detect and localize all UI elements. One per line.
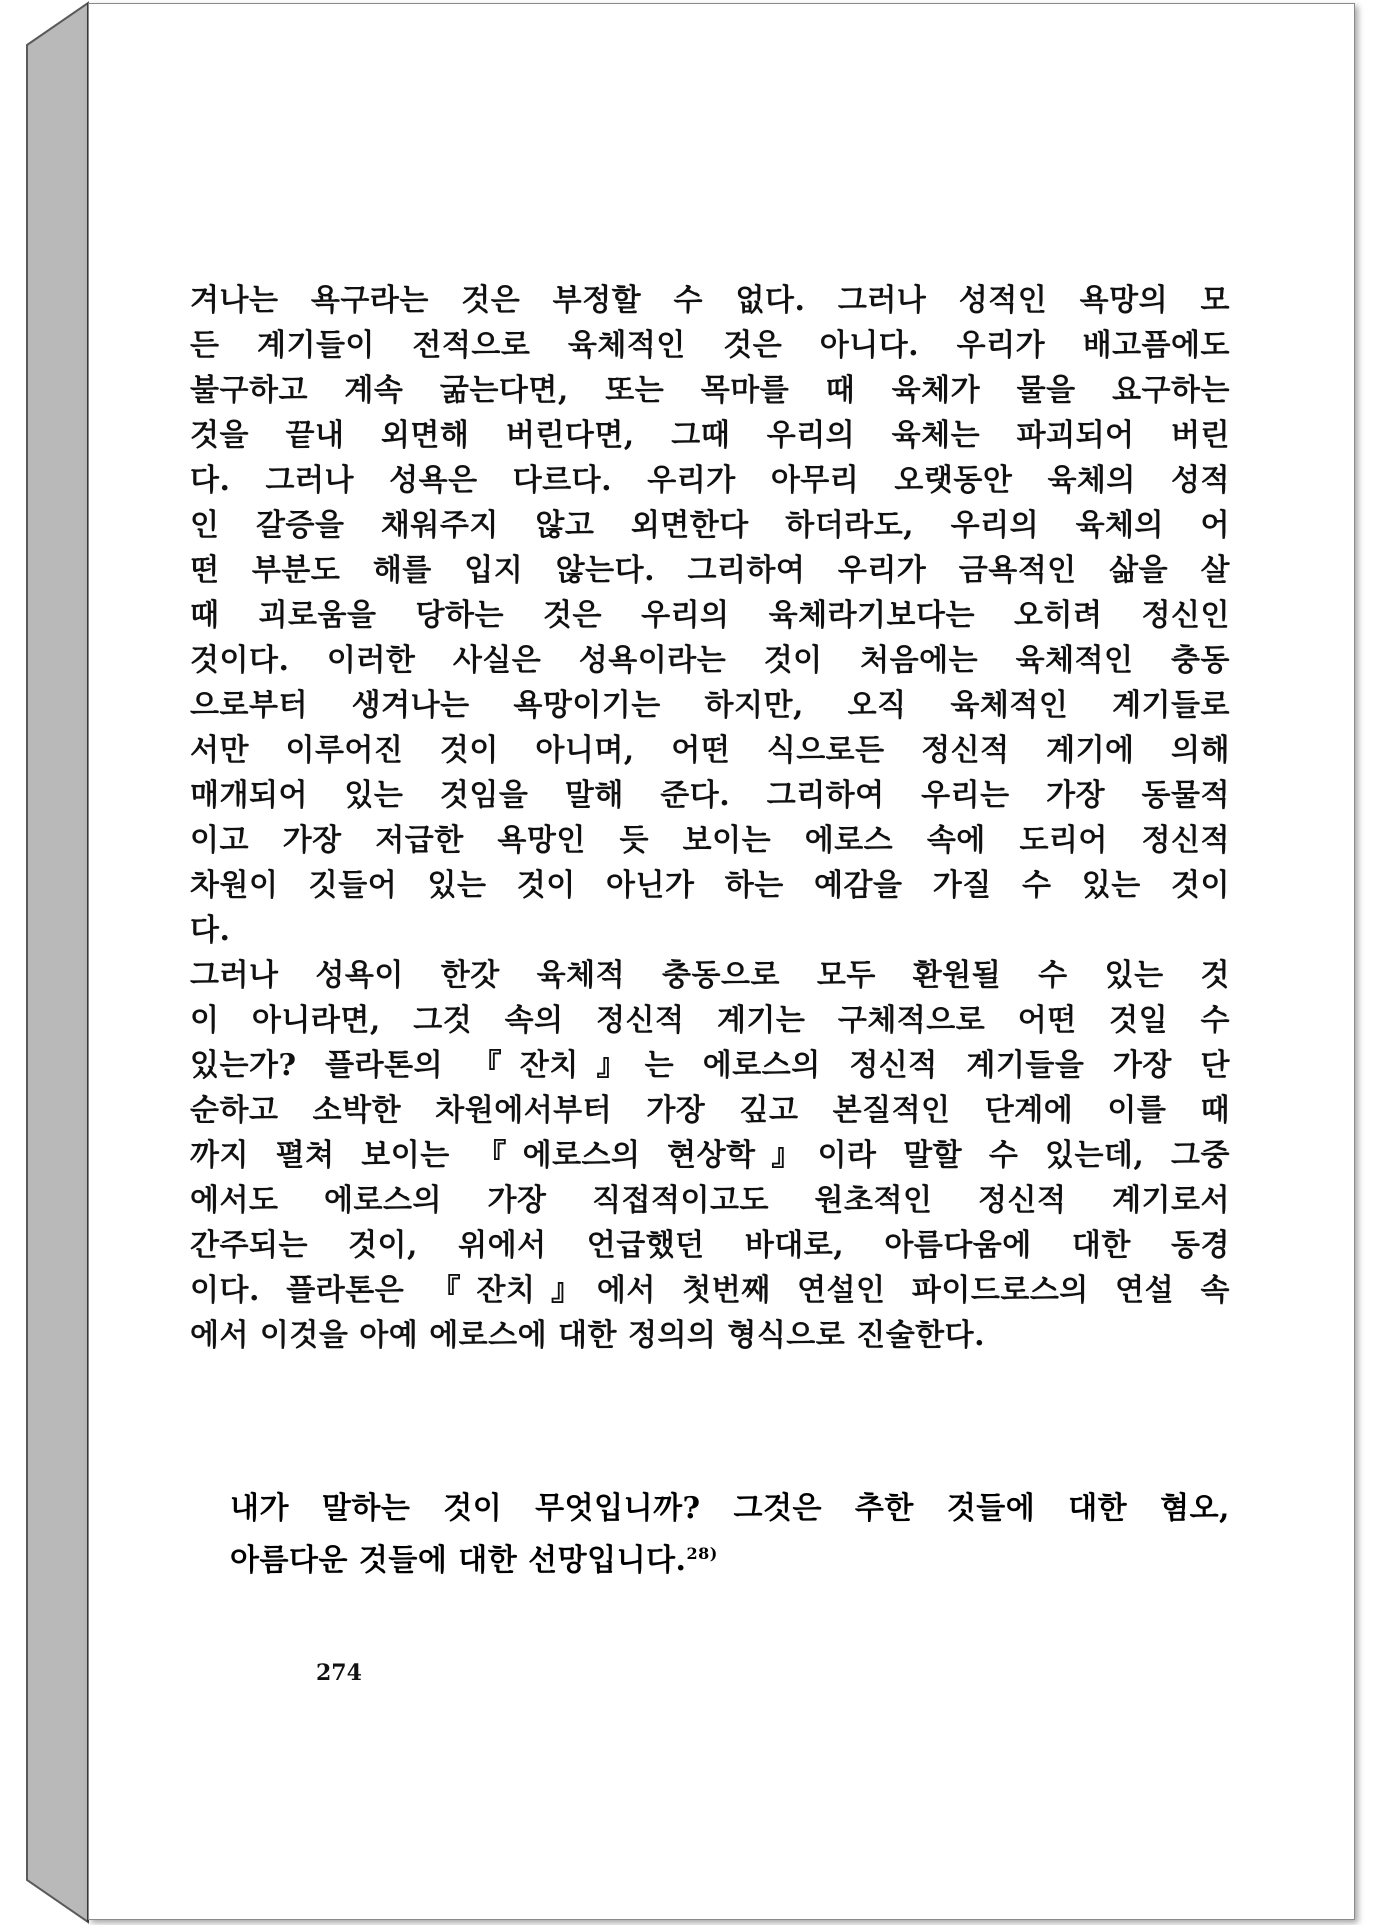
text-line: 그러나 성욕이 한갓 육체적 충동으로 모두 환원될 수 있는 것 [190, 958, 1230, 993]
text-line: 이 아니라면, 그것 속의 정신적 계기는 구체적으로 어떤 것일 수 [190, 1003, 1230, 1038]
text-line: 겨나는 욕구라는 것은 부정할 수 없다. 그러나 성적인 욕망의 모 [190, 283, 1230, 318]
quote-line-2-text: 아름다운 것들에 대한 선망입니다. [230, 1543, 687, 1578]
text-line: 간주되는 것이, 위에서 언급했던 바대로, 아름다움에 대한 동경 [190, 1228, 1230, 1263]
text-line: 이다. 플라톤은 『잔치』에서 첫번째 연설인 파이드로스의 연설 속 [190, 1273, 1230, 1308]
text-line: 때 괴로움을 당하는 것은 우리의 육체라기보다는 오히려 정신인 [190, 598, 1230, 633]
text-line: 인 갈증을 채워주지 않고 외면한다 하더라도, 우리의 육체의 어 [190, 508, 1230, 543]
paragraph-1 [190, 278, 1230, 953]
quote-line-1: 내가 말하는 것이 무엇입니까? 그것은 추한 것들에 대한 혐오, [230, 1491, 1230, 1526]
text-line: 차원이 깃들어 있는 것이 아닌가 하는 예감을 가질 수 있는 것이 [190, 868, 1230, 903]
quote-line-2 [190, 1531, 1230, 1576]
paragraph-2 [190, 953, 1230, 1358]
text-line: 서만 이루어진 것이 아니며, 어떤 식으로든 정신적 계기에 의해 [190, 733, 1230, 768]
text-line: 불구하고 계속 굶는다면, 또는 목마를 때 육체가 물을 요구하는 [190, 373, 1230, 408]
text-line: 떤 부분도 해를 입지 않는다. 그리하여 우리가 금욕적인 삶을 살 [190, 553, 1230, 588]
text-line: 다. 그러나 성욕은 다르다. 우리가 아무리 오랫동안 육체의 성적 [190, 463, 1230, 498]
body-text [190, 278, 1230, 1358]
text-line: 것을 끝내 외면해 버린다면, 그때 우리의 육체는 파괴되어 버린 [190, 418, 1230, 453]
page-number: 274 [316, 1660, 362, 1686]
text-line: 이고 가장 저급한 욕망인 듯 보이는 에로스 속에 도리어 정신적 [190, 823, 1230, 858]
book-spine [0, 0, 100, 1925]
text-line: 까지 펼쳐 보이는 『에로스의 현상학』이라 말할 수 있는데, 그중 [190, 1138, 1230, 1173]
footnote-reference: 28) [686, 1544, 718, 1563]
text-line: 순하고 소박한 차원에서부터 가장 깊고 본질적인 단계에 이를 때 [190, 1093, 1230, 1128]
block-quote [190, 1486, 1230, 1576]
text-line: 으로부터 생겨나는 욕망이기는 하지만, 오직 육체적인 계기들로 [190, 688, 1230, 723]
text-line: 에서도 에로스의 가장 직접적이고도 원초적인 정신적 계기로서 [190, 1183, 1230, 1218]
text-line: 것이다. 이러한 사실은 성욕이라는 것이 처음에는 육체적인 충동 [190, 643, 1230, 678]
text-line: 든 계기들이 전적으로 육체적인 것은 아니다. 우리가 배고픔에도 [190, 328, 1230, 363]
text-line: 있는가? 플라톤의 『잔치』는 에로스의 정신적 계기들을 가장 단 [190, 1048, 1230, 1083]
text-line: 에서 이것을 아예 에로스에 대한 정의의 형식으로 진술한다. [190, 1318, 986, 1353]
text-line: 다. [190, 913, 231, 948]
text-line: 매개되어 있는 것임을 말해 준다. 그리하여 우리는 가장 동물적 [190, 778, 1230, 813]
